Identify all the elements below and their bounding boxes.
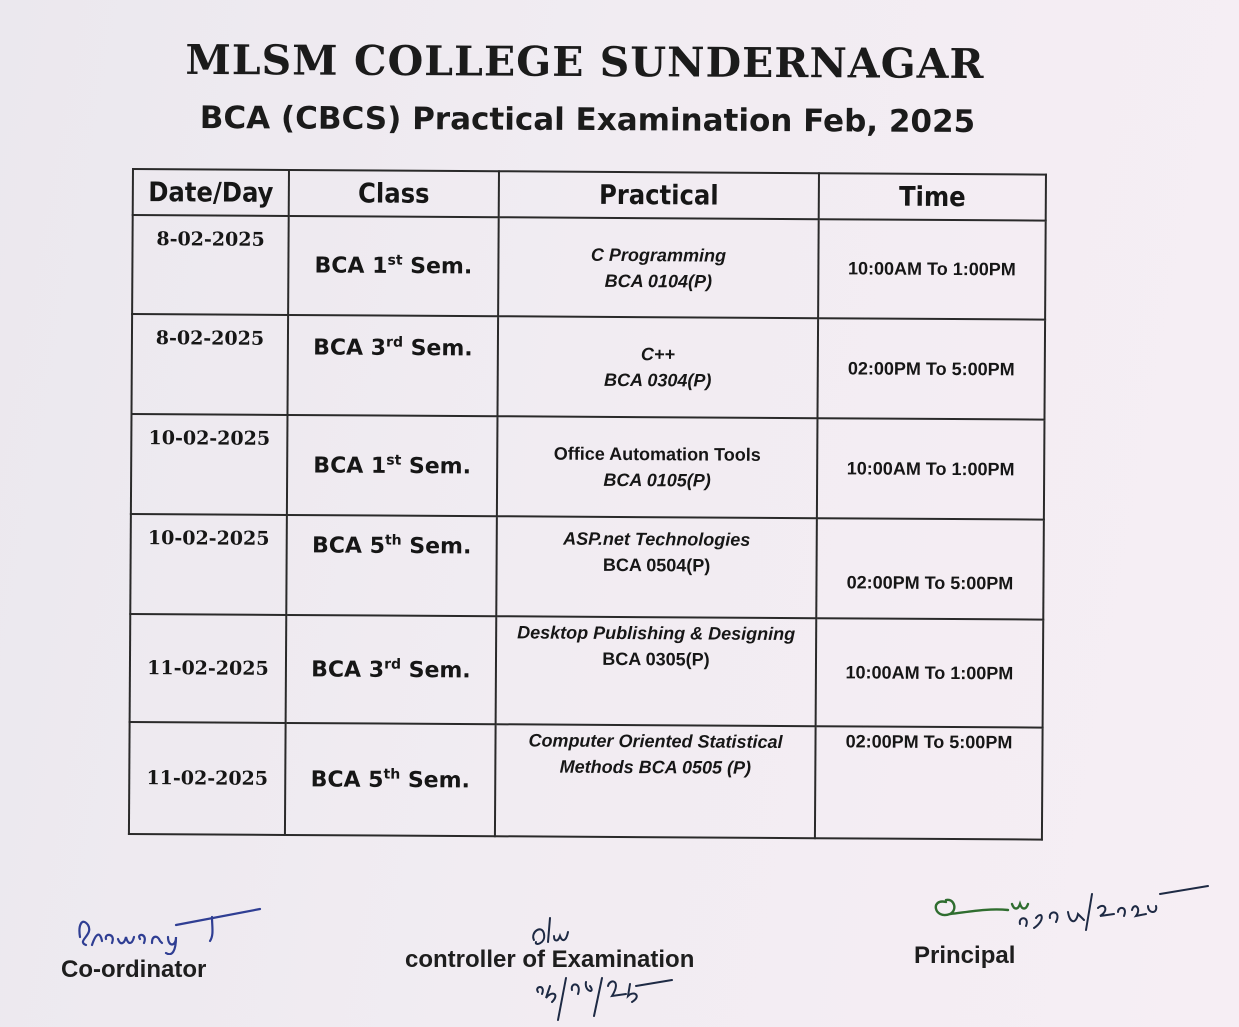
- college-title: MLSM COLLEGE SUNDERNAGAR: [185, 35, 985, 89]
- class-cell: BCA 3rd Sem.: [286, 615, 497, 724]
- practical-cell: Computer Oriented Statistical Methods BCA 0505 (P): [495, 724, 816, 838]
- table-header-row: [133, 169, 1046, 221]
- date-cell: 11-02-2025: [130, 614, 287, 723]
- controller-signature: [528, 914, 588, 950]
- practical-cell: C Programming BCA 0104(P): [498, 217, 819, 318]
- class-cell: BCA 1st Sem.: [288, 216, 499, 316]
- principal-signature: [928, 880, 1218, 944]
- practical-cell: Desktop Publishing & Designing BCA 0305(P): [496, 616, 817, 726]
- time-cell: 10:00AM To 1:00PM: [816, 618, 1044, 727]
- class-cell: BCA 1st Sem.: [287, 415, 498, 516]
- header-class: Class: [289, 170, 499, 217]
- time-cell: 10:00AM To 1:00PM: [817, 418, 1045, 519]
- header-date: Date/Day: [133, 169, 289, 216]
- date-cell: 8-02-2025: [131, 314, 288, 415]
- class-cell: BCA 5th Sem.: [285, 723, 496, 836]
- header-time: Time: [819, 173, 1046, 220]
- exam-subtitle: BCA (CBCS) Practical Examination Feb, 2025: [199, 99, 976, 141]
- coordinator-label: Co-ordinator: [61, 956, 207, 983]
- time-cell: 02:00PM To 5:00PM: [816, 518, 1044, 619]
- class-cell: BCA 5th Sem.: [286, 515, 497, 616]
- table-row: [132, 215, 1046, 320]
- date-cell: 10-02-2025: [131, 414, 288, 515]
- principal-label: Principal: [914, 942, 1016, 969]
- practical-cell: Office Automation Tools BCA 0105(P): [497, 416, 818, 518]
- date-cell: 10-02-2025: [130, 514, 287, 615]
- date-cell: 8-02-2025: [132, 215, 289, 315]
- table-row: [129, 722, 1043, 840]
- table-row: [130, 614, 1044, 728]
- time-cell: 02:00PM To 5:00PM: [815, 726, 1043, 839]
- date-cell: 11-02-2025: [129, 722, 286, 835]
- header-practical: Practical: [499, 171, 819, 219]
- practical-cell: C++ BCA 0304(P): [497, 316, 818, 418]
- practical-schedule-table: [128, 168, 1047, 841]
- time-cell: 10:00AM To 1:00PM: [818, 219, 1046, 319]
- table-row: [131, 314, 1045, 420]
- controller-date-handwritten: [532, 972, 682, 1022]
- class-cell: BCA 3rd Sem.: [287, 315, 498, 416]
- table-row: [130, 514, 1044, 620]
- practical-cell: ASP.net Technologies BCA 0504(P): [496, 516, 817, 618]
- time-cell: 02:00PM To 5:00PM: [817, 318, 1045, 419]
- controller-label: controller of Examination: [405, 946, 695, 973]
- coordinator-signature: [72, 895, 272, 955]
- table-row: [131, 414, 1045, 520]
